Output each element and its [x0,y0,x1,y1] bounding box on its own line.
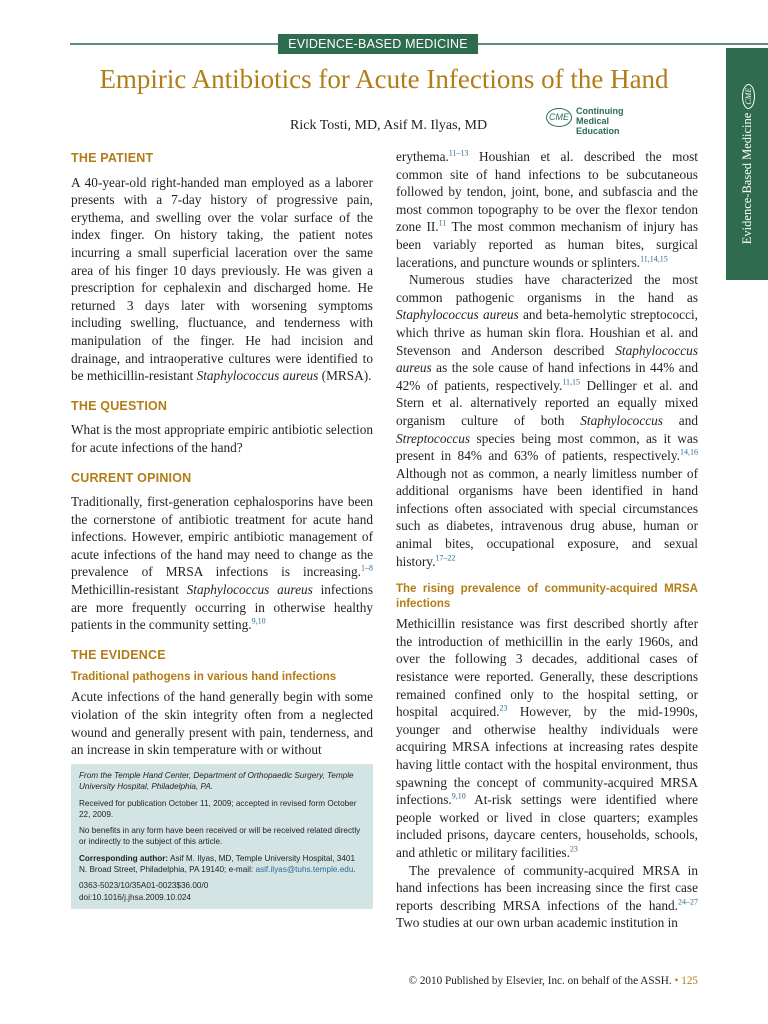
heading-evidence: THE EVIDENCE [71,647,166,662]
cme-label-line1: Continuing Medical [576,106,624,126]
sidebar-label-text: Evidence-Based Medicine [740,112,754,245]
organism-name: Staphylococcus aureus [396,307,519,323]
organism-name: Staphylococcus aureus [196,368,319,384]
page-number: 125 [681,975,698,987]
column-right [396,148,698,932]
opinion-text: Methicillin-resistant [71,582,187,598]
organism-name: Staphylococcus [580,412,663,428]
footnote-received: Received for publication October 11, 2009; accepted in revised form October 22, 2009. [79,798,357,819]
sidebar-label [726,48,768,280]
sidebar-cme-icon: CME [742,84,755,109]
patient-text-end: (MRSA). [318,368,372,384]
citation-link[interactable]: 17–22 [435,553,456,563]
citation-link[interactable]: 9,10 [251,616,266,626]
heading-patient: THE PATIENT [71,151,154,165]
citation-link[interactable]: 1–8 [361,564,373,574]
cme-label-line2: Education [576,126,620,136]
page-footer [409,975,698,987]
opinion-text: Traditionally, first-generation cephalosporins have been the cornerstone of antibiotic treatment for acute hand infections. However, empiric antibiotic management of acute infections of the hand may need to change as the prevalence of MRSA infections is increasing. [71,494,373,580]
citation-link[interactable]: 23 [569,844,578,854]
heading-current-opinion: CURRENT OPINION [71,470,192,485]
copyright-text: © 2010 Published by Elsevier, Inc. on behalf of the ASSH. [408,975,672,987]
paragraph-evidence: Acute infections of the hand generally begin with some violation of the skin integrity often from a neglected wound and generally present with pain, tenderness, and an increase in skin temperature with or without [71,689,373,758]
citation-link[interactable]: 9,10 [451,791,466,801]
citation-link[interactable]: 11–13 [448,148,469,158]
organism-name: Staphylococcus aureus [186,582,313,598]
bullet-icon: • [674,975,679,987]
email-link[interactable]: asif.ilyas@tuhs.temple.edu [255,865,354,875]
citation-link[interactable]: 11 [438,218,447,228]
column-left [71,148,373,759]
section-sidebar [726,48,768,280]
opinion-text: infections are more frequently occurring in otherwise healthy patients in the community setting. [71,582,373,633]
section-tag: EVIDENCE-BASED MEDICINE [278,34,478,54]
cme-label [576,106,650,136]
paragraph-question: What is the most appropriate empiric antibiotic selection for acute infections of the hand? [71,422,373,455]
citation-link[interactable]: 11,14,15 [640,254,668,264]
footnote-corresponding-author: Corresponding author: Asif M. Ilyas, MD, Temple University Hospital, 3401 N. Broad Street, Philadelphia, PA 19140; e-mail: asif.ilyas@tuhs.temple.edu. [79,853,356,875]
organism-name: Streptococcus [396,430,471,446]
paragraph: The prevalence of community-acquired MRSA in hand infections has been increasing since the first case reports describing MRSA infections of the hand.$^{24-27}$ Two studies at our own urban academic institution in [396,862,698,931]
citation-link[interactable]: 23 [499,703,508,713]
footnote-identifiers [79,880,365,903]
paragraph: Methicillin resistance was first described shortly after the introduction of methicillin in the early 1960s, and over the following 3 decades, additional cases of resistance were reported. Generally, these descriptions remained confined only to the hospital setting, or hospital acquired.$^{23}$ However, by the mid-1990s, younger and otherwise healthy individuals were acquiring MRSA infections at increasing rates despite having little contact with the hospital environment, thus spawning the concept of community-acquired MRSA infections.$^{9,10}$ At-risk settings were identified where people worked or lived in close quarters; examples included prisons, daycare centers, households, schools, and athletic or military facilities.$^{23}$ [396,616,698,860]
article-footnote [71,764,373,909]
article-title: Empiric Antibiotics for Acute Infections of the Hand [99,64,669,94]
citation-link[interactable]: 11,15 [562,377,581,387]
issn: 0363-5023/10/35A01-0023$36.00/0 [79,881,209,891]
doi: doi:10.1016/j.jhsa.2009.10.024 [79,892,191,902]
citation-link[interactable]: 14,16 [680,447,698,457]
footnote-affiliation: From the Temple Hand Center, Department of Orthopaedic Surgery, Temple University Hospital, Philadelphia, PA. [79,771,354,792]
organism-name: Staphylococcus aureus [396,342,698,376]
paragraph: Numerous studies have characterized the most common pathogenic organisms in the hand as Staphylococcus aureus and beta-hemolytic streptococci, which thrive as human skin flora. Houshian et al. and Stevenson and Anderson described Staphylococcus aureus as the sole cause of hand infections in 44% and 42% of patients, respectively.$^{11,15}$ Dellinger et al. and Stern et al. alternatively reported an equally mixed organism culture of both Staphylococcus and Streptococcus species being most common, as it was present in 84% and 63% of patients, respectively.$^{14,16}$ Although not as common, a nearly limitless number of additional organisms have been identified in hand infections often associated with special circumstances such as diabetes, intravenous drug abuse, human or animal bites, occupational exposure, and sexual history.$^{17-22}$ [396,272,698,569]
footnote-benefits: No benefits in any form have been received or will be received related directly or indirectly to the subject of this article. [79,826,361,847]
subheading-community-mrsa: The rising prevalence of community-acquired MRSA infections [396,583,698,611]
paragraph-patient [71,174,373,385]
paragraph-opinion [71,493,373,634]
citation-link[interactable]: 24–27 [678,897,698,907]
cme-icon: CME [546,108,572,127]
patient-text: A 40-year-old right-handed man employed as a laborer presents with a 7-day history of progressive pain, erythema, and swelling over the volar surface of the index finger. On history taking, the patient notes incurring a small superficial laceration over the same area of his finger 10 days previously. He was given a prescription for cephalexin and discharged home. He returned 3 days later with worsening symptoms including swelling, fluctuance, and tenderness with manipulation of the finger. He had incision and drainage, and intraoperative cultures were identified to be methicillin-resistant [71,174,373,384]
article-authors: Rick Tosti, MD, Asif M. Ilyas, MD [290,118,488,133]
heading-question: THE QUESTION [71,398,168,413]
subheading-traditional-pathogens: Traditional pathogens in various hand infections [71,671,337,684]
cme-badge [546,106,650,136]
paragraph: erythema.$^{11-13}$ Houshian et al. described the most common site of hand infections to be subcutaneous followed by tendon, joint, bone, and subfascia and the most common topography to be over the flexor tendon zone II.$^{11}$ The most common mechanism of injury has been variably reported as human bites, surgical lacerations, and puncture wounds or splinters.$^{11,14,15}$ [396,148,698,270]
